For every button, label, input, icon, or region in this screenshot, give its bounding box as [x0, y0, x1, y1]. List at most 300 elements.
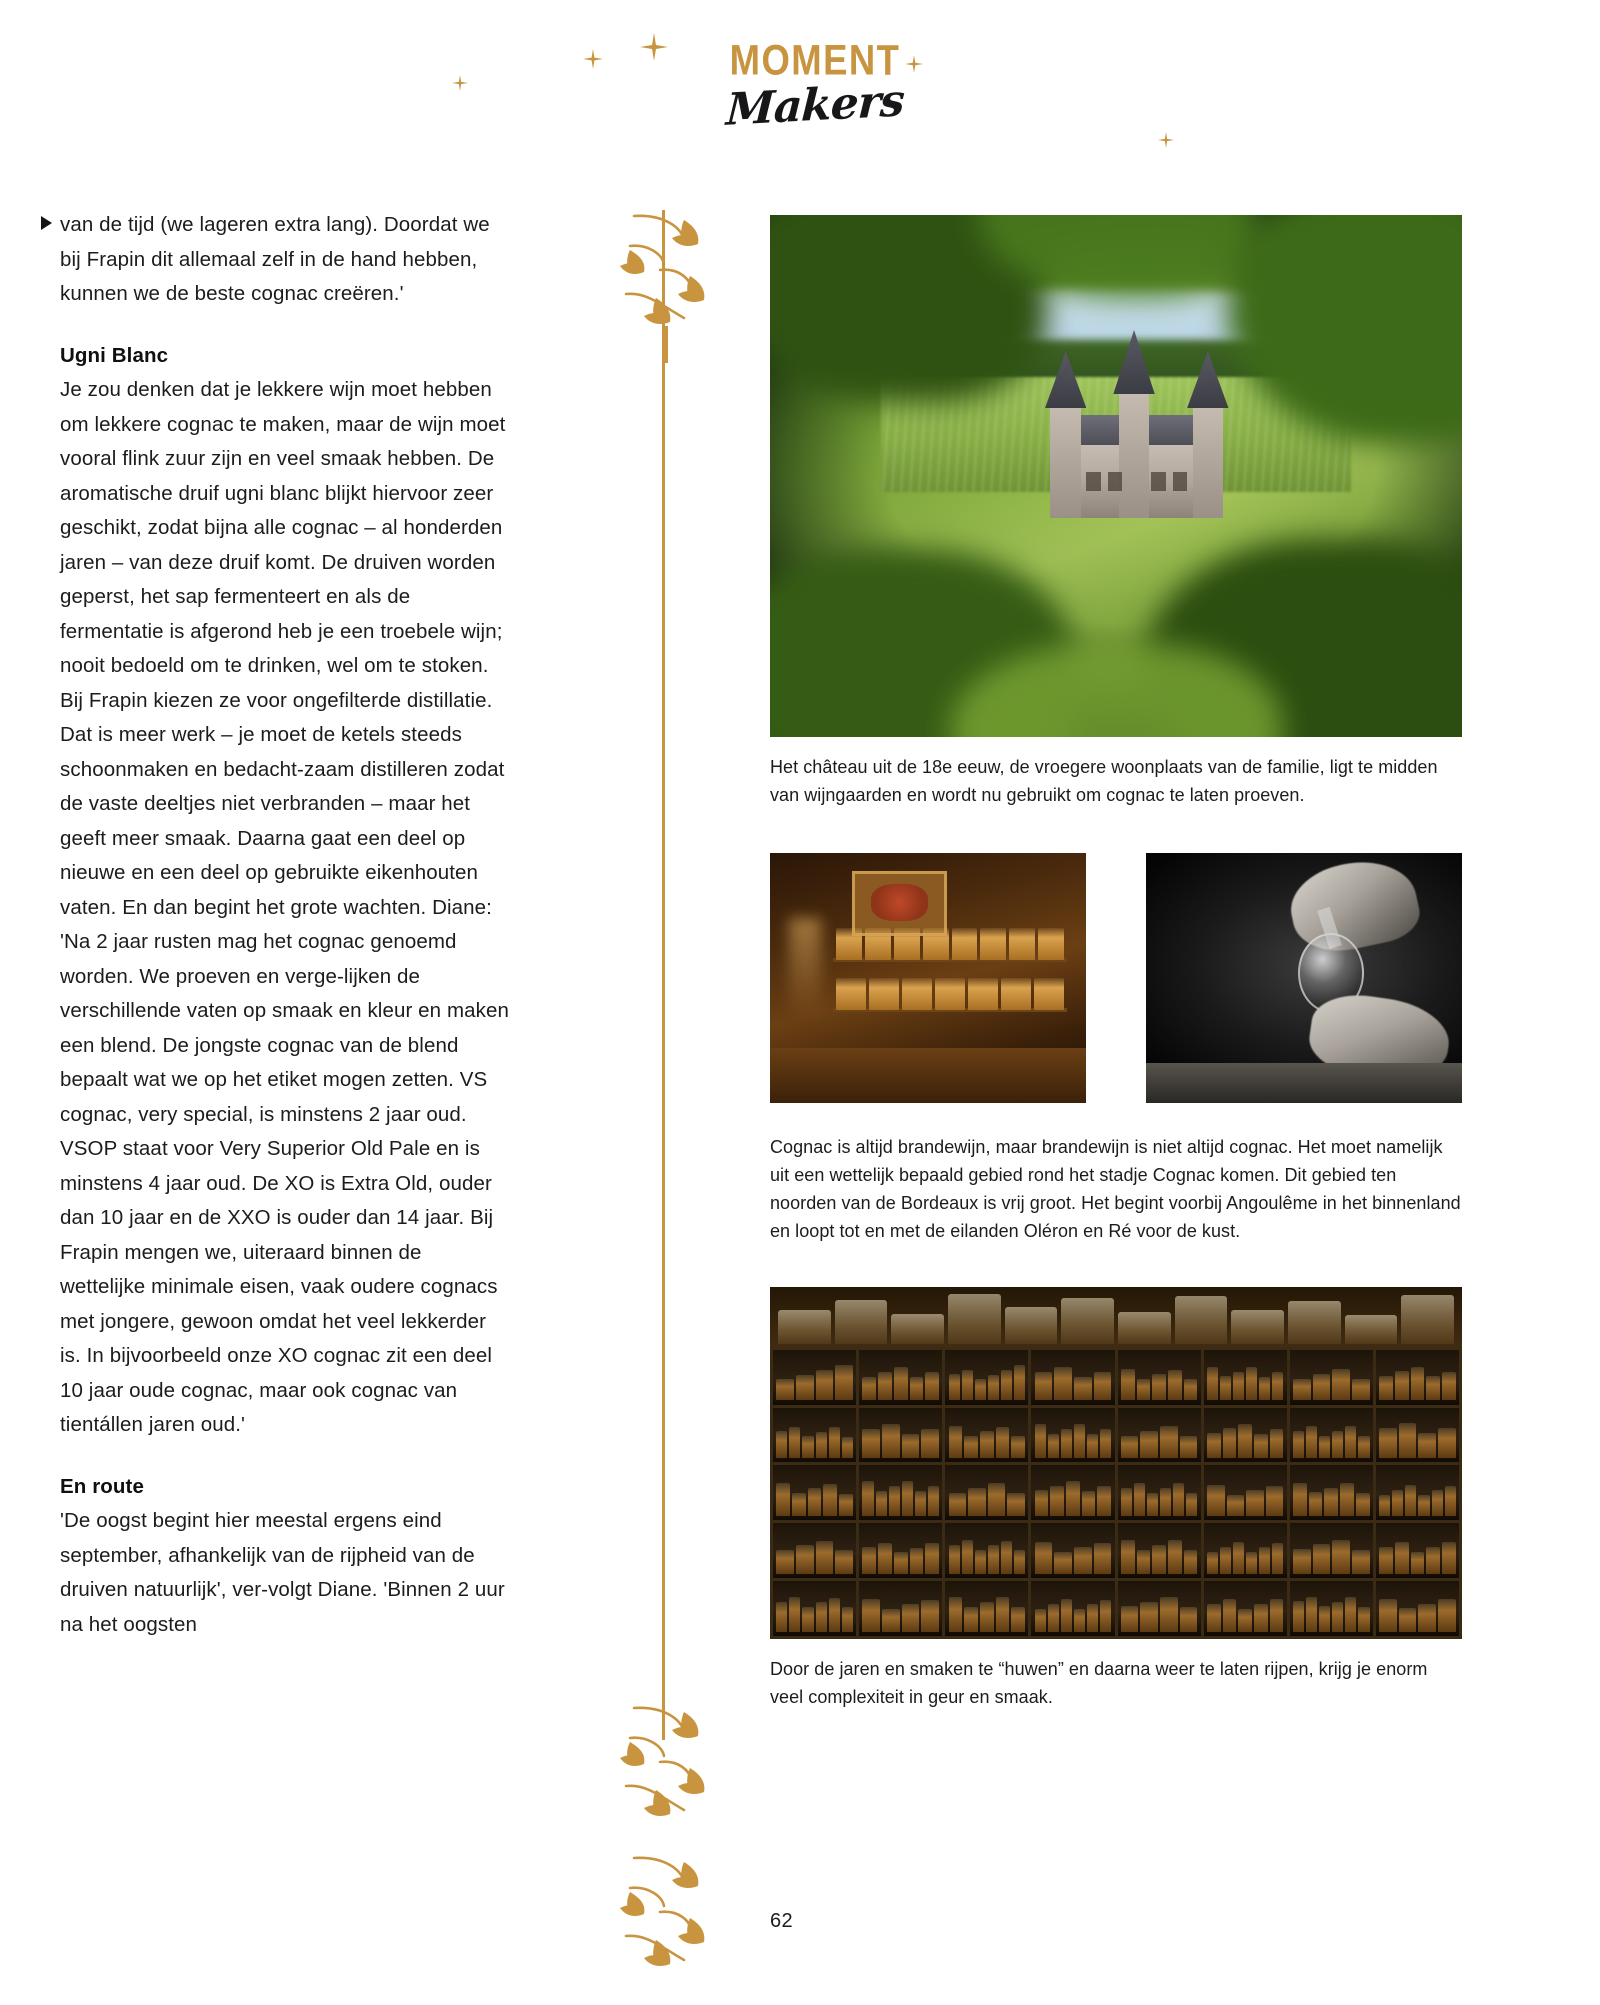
bottle [1074, 1377, 1092, 1401]
archive-shelf-cell [859, 1465, 942, 1520]
bottle [925, 1543, 939, 1574]
bottle [948, 1294, 1001, 1344]
archive-top-shelf [770, 1287, 1462, 1347]
bottle [1048, 1604, 1059, 1631]
bottle [1207, 1552, 1218, 1574]
bottle [949, 1374, 960, 1400]
bottle [816, 1432, 827, 1458]
bottle [1306, 1597, 1317, 1632]
bottle [949, 1597, 963, 1632]
bottle [1223, 1428, 1237, 1458]
vertical-divider-rule [662, 210, 665, 1740]
archive-shelf-cell [1204, 1408, 1287, 1463]
bottle [921, 1600, 939, 1632]
bottle [1272, 1372, 1283, 1400]
bottle [862, 1599, 880, 1631]
archive-shelf-cell [945, 1581, 1028, 1636]
chateau-window [1173, 472, 1187, 491]
archive-shelf-cell [1204, 1350, 1287, 1405]
bar-bottle-row [836, 978, 1064, 1010]
bottle [1358, 1436, 1369, 1458]
masthead [0, 0, 1600, 175]
bottle [921, 1429, 939, 1458]
bottle [789, 1597, 800, 1631]
bottle [1379, 1599, 1397, 1632]
archive-shelf-cell [1376, 1465, 1459, 1520]
bottle [1097, 1486, 1111, 1516]
bottle [988, 1483, 1006, 1516]
bottle [1207, 1485, 1225, 1516]
sparkle-icon-large [640, 33, 668, 61]
bottle [1173, 1483, 1184, 1516]
bottle [1001, 978, 1031, 1010]
bottle [964, 1607, 978, 1632]
bottle [1121, 1540, 1135, 1574]
bottle [1392, 1490, 1403, 1516]
bottle [1184, 1550, 1198, 1574]
bottle [1140, 1431, 1158, 1458]
bar-photo [770, 853, 1086, 1103]
figure-caption-cognac-region: Cognac is altijd brandewijn, maar brandewijn is niet altijd cognac. Het moet namelijk uit een wettelijk bepaald gebied rond het stadje Cognac komen. Dit gebied ten noorden van de Bordeaux is vrij groot. Het begint voorbij Angoulême in het binnenland en loopt tot en met de eilanden Oléron en Ré voor de kust. [770, 1137, 1461, 1241]
article-text-column [60, 208, 510, 1642]
bottle [882, 1424, 900, 1458]
bottle [1309, 1492, 1323, 1516]
bottle [1259, 1547, 1270, 1573]
bottle [829, 1427, 840, 1458]
archive-bottle-row [1379, 1364, 1455, 1400]
bottle [1332, 1540, 1350, 1574]
archive-bottle-row [1379, 1538, 1455, 1574]
bottle [889, 1486, 900, 1516]
bottle [894, 928, 920, 960]
archive-bottle-row [1207, 1422, 1283, 1458]
archive-shelf-cell [859, 1581, 942, 1636]
bottle [988, 1375, 999, 1401]
bottle [964, 1436, 978, 1458]
bottle [1231, 1310, 1284, 1344]
bottle [796, 1545, 814, 1574]
bottle [776, 1431, 787, 1458]
bottle [1061, 1429, 1072, 1458]
bottle [802, 1607, 813, 1632]
archive-bottle-row [949, 1422, 1025, 1458]
bottle [1035, 1372, 1053, 1401]
bottle [1009, 928, 1035, 960]
archive-bottle-row [776, 1364, 852, 1400]
bottle [1152, 1374, 1166, 1400]
bottle [902, 1604, 920, 1631]
bottle [1223, 1599, 1237, 1632]
bottle [1319, 1436, 1330, 1458]
archive-shelf-cell [1118, 1581, 1201, 1636]
bottle [1379, 1547, 1393, 1574]
bottle [1100, 1600, 1111, 1632]
bottle [865, 928, 891, 960]
section-paragraph-3: 'De oogst begint hier meestal ergens eind september, afhankelijk van de rijpheid van de druiven natuurlijk', ver-volgt Diane. 'Binnen 2 uur na het oogsten [60, 1509, 505, 1636]
bottle [878, 1543, 892, 1574]
bottle [842, 1607, 853, 1631]
figure-archive [770, 1287, 1462, 1711]
bottle [1418, 1495, 1429, 1516]
bottle [980, 1431, 994, 1458]
bottle [1442, 1542, 1456, 1573]
archive-bottle-row [1121, 1538, 1197, 1574]
archive-bottle-row [862, 1364, 938, 1400]
bottle [836, 978, 866, 1010]
sparkle-icon-small-left [452, 75, 468, 91]
bottle [1399, 1423, 1417, 1458]
bottle [1418, 1604, 1436, 1632]
bottle [1438, 1428, 1456, 1458]
bottle [968, 978, 998, 1010]
bottle [1340, 1483, 1354, 1516]
bottle [1293, 1379, 1311, 1401]
bottle [1293, 1431, 1304, 1458]
bottle [1001, 1370, 1012, 1400]
bottle [792, 1493, 806, 1516]
bottle [1246, 1490, 1264, 1516]
archive-bottle-row [949, 1480, 1025, 1516]
bottle [1332, 1602, 1343, 1632]
bottle [1401, 1295, 1454, 1344]
bottle [1066, 1481, 1080, 1516]
archive-bottle-row [776, 1595, 852, 1631]
section-heading-en-route: En route [60, 1474, 144, 1498]
bottle [935, 978, 965, 1010]
bottle [1035, 1490, 1049, 1516]
bottle [1233, 1542, 1244, 1573]
bottle [796, 1375, 814, 1401]
bottle [829, 1598, 840, 1632]
section-paragraph-1: Je zou denken dat je lekkere wijn moet hebben om lekkere cognac te maken, maar de wijn moet vooral flink zuur zijn en veel smaak hebben. De aromatische druif ugni blanc blijkt hiervoor zeer geschikt, zodat bijna alle cognac – al honderden jaren – van deze druif komt. De druiven worden geperst, het sap fermenteert en als de fermentatie is afgerond heb je een troebele wijn; nooit bedoeld om te drinken, wel om te stoken. [60, 378, 506, 677]
archive-shelf-cell [1290, 1408, 1373, 1463]
bottle [928, 1486, 939, 1516]
archive-bottle-row [949, 1364, 1025, 1400]
archive-shelf-cell [1031, 1581, 1114, 1636]
bottle [1270, 1599, 1284, 1631]
archive-shelf-cell [1118, 1350, 1201, 1405]
chateau-window [1108, 472, 1122, 491]
bottle [1100, 1429, 1111, 1458]
chateau-turret-center [1119, 389, 1150, 518]
bottle [975, 1550, 986, 1574]
bar-counter [770, 1048, 1086, 1103]
figure-caption-chateau: Het château uit de 18e eeuw, de vroegere woonplaats van de familie, ligt te midden van wijngaarden en wordt nu gebruikt om cognac te laten proeven. [770, 757, 1438, 805]
intro-paragraph [60, 208, 510, 312]
bottle [1220, 1547, 1231, 1574]
bottle [789, 1427, 800, 1458]
archive-shelf-cell [773, 1350, 856, 1405]
bottle [1061, 1599, 1072, 1631]
bottle [894, 1552, 908, 1573]
bottle [1160, 1488, 1171, 1516]
archive-shelf-cell [859, 1350, 942, 1405]
bottle [1405, 1485, 1416, 1516]
bottle [839, 1494, 853, 1516]
bottle [1332, 1369, 1350, 1400]
bottle [1011, 1436, 1025, 1458]
bottle [1094, 1543, 1112, 1574]
bottle [1445, 1486, 1456, 1516]
archive-shelf-cell [1031, 1408, 1114, 1463]
archive-bottle-row [1293, 1538, 1369, 1574]
bottle [1074, 1609, 1085, 1631]
bar-wall-map [852, 871, 947, 936]
bottle [1395, 1542, 1409, 1574]
bottle [1014, 1550, 1025, 1574]
logo-makers-text: Makers [724, 75, 906, 136]
bottle [1293, 1549, 1311, 1574]
bottle [1324, 1488, 1338, 1516]
archive-shelf-cell [1290, 1350, 1373, 1405]
bottle [1034, 978, 1064, 1010]
archive-shelf-cell [945, 1523, 1028, 1578]
bottle [1207, 1433, 1221, 1458]
bottle [1184, 1379, 1198, 1400]
section-paragraph-2: Bij Frapin kiezen ze voor ongefilterde distillatie. Dat is meer werk – je moet de ketels steeds schoonmaken en bedacht-zaam distilleren zodat de vaste deeltjes niet verbranden – maar het geeft meer smaak. Daarna gaat een deel op nieuwe en een deel op gebruikte eikenhouten vaten. En dan begint het grote wachten. Diane: 'Na 2 jaar rusten mag het cognac genoemd worden. We proeven en verge-lijken de verschillende vaten op smaak en kleur en maken een blend. De jongste cognac van de blend bepaalt wat we op het etiket mogen zetten. VS cognac, very special, is minstens 2 jaar oud. VSOP staat voor Very Superior Old Pale en is minstens 4 jaar oud. De XO is Extra Old, ouder dan 10 jaar en de XXO is ouder dan 14 jaar. Bij Frapin mengen we, uiteraard binnen de wettelijke minimale eisen, vaak oudere cognacs met jongere, gewoon omdat het veel lekkerder is. In bijvoorbeeld onze XO cognac zit een deel 10 jaar oude cognac, maar ook cognac van tientállen jaren oud.' [60, 688, 510, 1436]
bottle [1007, 1493, 1025, 1516]
archive-bottle-row [1293, 1364, 1369, 1400]
bottle [1134, 1483, 1145, 1516]
bottle [949, 1545, 960, 1574]
bottle [1048, 1434, 1059, 1459]
bottle [878, 1372, 892, 1400]
archive-shelf-cell [773, 1465, 856, 1520]
bottle [778, 1310, 831, 1344]
bottle [891, 1314, 944, 1344]
archive-shelf-cell [1118, 1523, 1201, 1578]
archive-shelf-cell [1031, 1523, 1114, 1578]
bottle [1399, 1608, 1417, 1631]
bottle [1238, 1609, 1252, 1632]
bottle [1035, 1609, 1046, 1632]
bottle [1227, 1495, 1245, 1516]
vine-ornament-icon-bottom-2 [612, 1840, 722, 2005]
bottle [1087, 1604, 1098, 1631]
bottle [1233, 1372, 1244, 1401]
bottle [1014, 1365, 1025, 1400]
bottle [915, 1491, 926, 1516]
archive-shelf-cell [1031, 1465, 1114, 1520]
bottle [802, 1436, 813, 1458]
bottle [1288, 1301, 1341, 1344]
bottle [1152, 1545, 1166, 1574]
bottle [776, 1379, 794, 1400]
bottle [876, 1491, 887, 1516]
bottle [1160, 1597, 1178, 1632]
bottle [842, 1437, 853, 1458]
bottle [1054, 1552, 1072, 1574]
bottle [1259, 1377, 1270, 1401]
chateau-window [1086, 472, 1100, 491]
bottle [1266, 1486, 1284, 1516]
vine-ornament-icon-bottom-1 [612, 1690, 722, 1855]
bottle [1121, 1369, 1135, 1400]
archive-bottle-row [1121, 1595, 1197, 1631]
archive-shelf-cell [945, 1465, 1028, 1520]
bottle [902, 1481, 913, 1516]
bar-bottle-row [836, 928, 1064, 960]
bottle [1411, 1367, 1425, 1401]
bottle [1094, 1372, 1112, 1400]
bottle [835, 1365, 853, 1400]
archive-bottle-row [1293, 1422, 1369, 1458]
bottle [1426, 1376, 1440, 1400]
continuation-marker-icon [41, 216, 52, 230]
archive-bottle-row [1207, 1595, 1283, 1631]
archive-shelf-cell [1290, 1523, 1373, 1578]
archive-bottle-row [862, 1538, 938, 1574]
bottle [980, 928, 1006, 960]
archive-bottle-row [776, 1480, 852, 1516]
bottle [1358, 1607, 1369, 1632]
archive-bottle-row [1293, 1595, 1369, 1631]
bottle [862, 1547, 876, 1573]
bottle [1121, 1436, 1139, 1458]
bottle [910, 1548, 924, 1574]
bottle [923, 928, 949, 960]
bottle [1418, 1433, 1436, 1458]
hands-glass-photo [1146, 853, 1462, 1103]
archive-bottle-row [1035, 1480, 1111, 1516]
archive-bottle-row [949, 1595, 1025, 1631]
archive-shelf-cell [859, 1523, 942, 1578]
bottle [1379, 1495, 1390, 1516]
bottle [1442, 1372, 1456, 1401]
bottle [1038, 928, 1064, 960]
bottle [1121, 1606, 1139, 1631]
bottle [1313, 1374, 1331, 1400]
bottle [1011, 1607, 1025, 1632]
bottle [1306, 1426, 1317, 1458]
archive-shelf-cell [1204, 1465, 1287, 1520]
archive-bottle-row [1035, 1538, 1111, 1574]
archive-bottle-row [1121, 1480, 1197, 1516]
bottle [808, 1488, 822, 1515]
bottle [1411, 1552, 1425, 1574]
bottle [1180, 1436, 1198, 1458]
bottle [836, 928, 862, 960]
bottle [980, 1602, 994, 1632]
wooden-surface [1146, 1063, 1462, 1103]
bottle [1379, 1428, 1397, 1458]
bottle [862, 1377, 876, 1401]
archive-shelf-cell [1204, 1581, 1287, 1636]
archive-bottle-row [1379, 1422, 1455, 1458]
bottle [1254, 1604, 1268, 1631]
bottle [1147, 1493, 1158, 1516]
archive-shelf-cell [1376, 1408, 1459, 1463]
archive-shelf-cell [773, 1408, 856, 1463]
archive-shelf-cell [773, 1581, 856, 1636]
archive-shelf-grid [770, 1347, 1462, 1639]
archive-shelf-cell [1290, 1581, 1373, 1636]
bottle [1035, 1542, 1053, 1573]
bottle [894, 1367, 908, 1400]
bottle [1246, 1367, 1257, 1400]
archive-bottle-row [1207, 1480, 1283, 1516]
bottle [1001, 1541, 1012, 1574]
bottle [1345, 1597, 1356, 1632]
bottle [1345, 1315, 1398, 1343]
bottle [1082, 1491, 1096, 1516]
archive-bottle-row [1035, 1595, 1111, 1631]
bottle [1272, 1543, 1283, 1574]
archive-shelf-cell [1204, 1523, 1287, 1578]
bottle [1140, 1602, 1158, 1632]
chateau-window [1151, 472, 1165, 491]
archive-bottle-row [1379, 1480, 1455, 1516]
bottle [862, 1481, 873, 1516]
bottle [776, 1483, 790, 1516]
archive-shelf-cell [945, 1408, 1028, 1463]
archive-shelf-cell [859, 1408, 942, 1463]
archive-bottle-row [1035, 1422, 1111, 1458]
bottle [1293, 1601, 1304, 1631]
figure-caption-archive: Door de jaren en smaken te “huwen” en daarna weer te laten rijpen, krijg je enorm veel complexiteit in geur en smaak. [770, 1659, 1428, 1707]
bottle [823, 1484, 837, 1516]
bottle [1313, 1544, 1331, 1573]
bottle [1074, 1547, 1092, 1573]
archive-photo [770, 1287, 1462, 1639]
bottle [1050, 1486, 1064, 1516]
chateau-turret-right [1193, 404, 1224, 518]
bottle [1137, 1379, 1151, 1400]
section-heading-ugni-blanc: Ugni Blanc [60, 343, 169, 367]
archive-bottle-row [1207, 1538, 1283, 1574]
bottle [910, 1377, 924, 1400]
archive-bottle-row [1035, 1364, 1111, 1400]
archive-bottle-row [1379, 1595, 1455, 1631]
bottle [949, 1426, 963, 1458]
sparkle-icon-far-right [1158, 132, 1174, 148]
bottle [962, 1370, 973, 1401]
bottle [949, 1493, 967, 1516]
bottle [1432, 1490, 1443, 1516]
bottle [1087, 1434, 1098, 1458]
bottle [1054, 1367, 1072, 1400]
bottle [1207, 1604, 1221, 1632]
bottle [1005, 1307, 1058, 1343]
bottle [1293, 1483, 1307, 1516]
bottle [1332, 1431, 1343, 1458]
bottle [1168, 1540, 1182, 1574]
bottle [962, 1540, 973, 1574]
archive-bottle-row [949, 1538, 1025, 1574]
bottle [968, 1488, 986, 1516]
bottle [1160, 1426, 1178, 1458]
archive-shelf-cell [945, 1350, 1028, 1405]
bottle [1168, 1370, 1182, 1401]
bottle [1180, 1607, 1198, 1632]
archive-shelf-cell [773, 1523, 856, 1578]
bottle [1352, 1550, 1370, 1574]
bottle [882, 1609, 900, 1631]
chateau-turret-left [1050, 404, 1081, 518]
archive-shelf-cell [1031, 1350, 1114, 1405]
vine-ornament-icon-top [612, 198, 722, 363]
bottle [1319, 1606, 1330, 1631]
bottle [1345, 1426, 1356, 1458]
bottle [1207, 1367, 1218, 1401]
bottle [902, 978, 932, 1010]
archive-shelf-cell [1118, 1408, 1201, 1463]
bottle [902, 1434, 920, 1458]
figure-chateau [770, 215, 1462, 809]
bottle [1438, 1599, 1456, 1632]
chateau-photo [770, 215, 1462, 737]
bottle [996, 1597, 1010, 1631]
